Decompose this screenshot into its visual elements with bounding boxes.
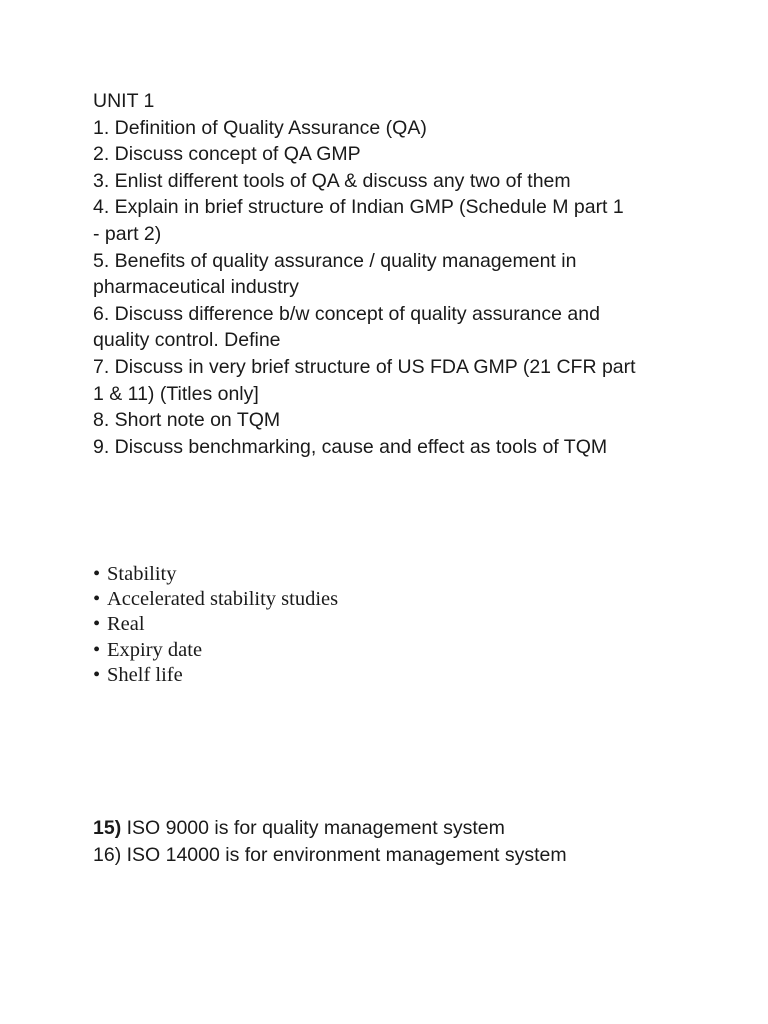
unit-questions-section (93, 88, 693, 460)
bullet-icon: • (93, 613, 101, 636)
iso-notes-section (93, 815, 693, 868)
question-line: - part 2) (93, 222, 162, 245)
list-item-label: Shelf life (107, 663, 183, 686)
question-line: 1. Definition of Quality Assurance (QA) (93, 116, 427, 139)
list-item (93, 562, 493, 587)
list-item-label: Stability (107, 563, 177, 585)
list-item (93, 663, 493, 688)
list-item (93, 638, 493, 663)
list-item (93, 587, 493, 612)
bullet-icon: • (93, 563, 101, 585)
question-line: 9. Discuss benchmarking, cause and effect as tools of TQM (93, 435, 608, 458)
unit-heading: UNIT 1 (93, 90, 155, 112)
question-line: pharmaceutical industry (93, 276, 299, 299)
list-item-label: Real (107, 613, 145, 636)
question-line: 2. Discuss concept of QA GMP (93, 143, 361, 166)
question-line: 4. Explain in brief structure of Indian GMP (Schedule M part 1 (93, 196, 624, 219)
iso-line (93, 815, 693, 842)
question-line: quality control. Define (93, 329, 281, 352)
bullet-icon: • (93, 588, 101, 611)
terms-bullet-list (93, 562, 493, 688)
question-line: 8. Short note on TQM (93, 409, 281, 432)
question-line: 7. Discuss in very brief structure of US FDA GMP (21 CFR part (93, 355, 636, 378)
list-item-label: Accelerated stability studies (107, 588, 339, 611)
question-line: 3. Enlist different tools of QA & discuss any two of them (93, 169, 571, 192)
bullet-icon: • (93, 638, 101, 661)
iso-line-text: ISO 9000 is for quality management system (121, 817, 505, 839)
iso-line-number: 15) (93, 817, 122, 839)
iso-line: 16) ISO 14000 is for environment management system (93, 843, 567, 866)
question-line: 6. Discuss difference b/w concept of quality assurance and (93, 302, 600, 325)
list-item (93, 612, 493, 637)
question-line: 1 & 11) (Titles only] (93, 382, 259, 405)
list-item-label: Expiry date (107, 638, 203, 661)
question-line: 5. Benefits of quality assurance / quality management in (93, 249, 577, 272)
bullet-icon: • (93, 663, 101, 686)
